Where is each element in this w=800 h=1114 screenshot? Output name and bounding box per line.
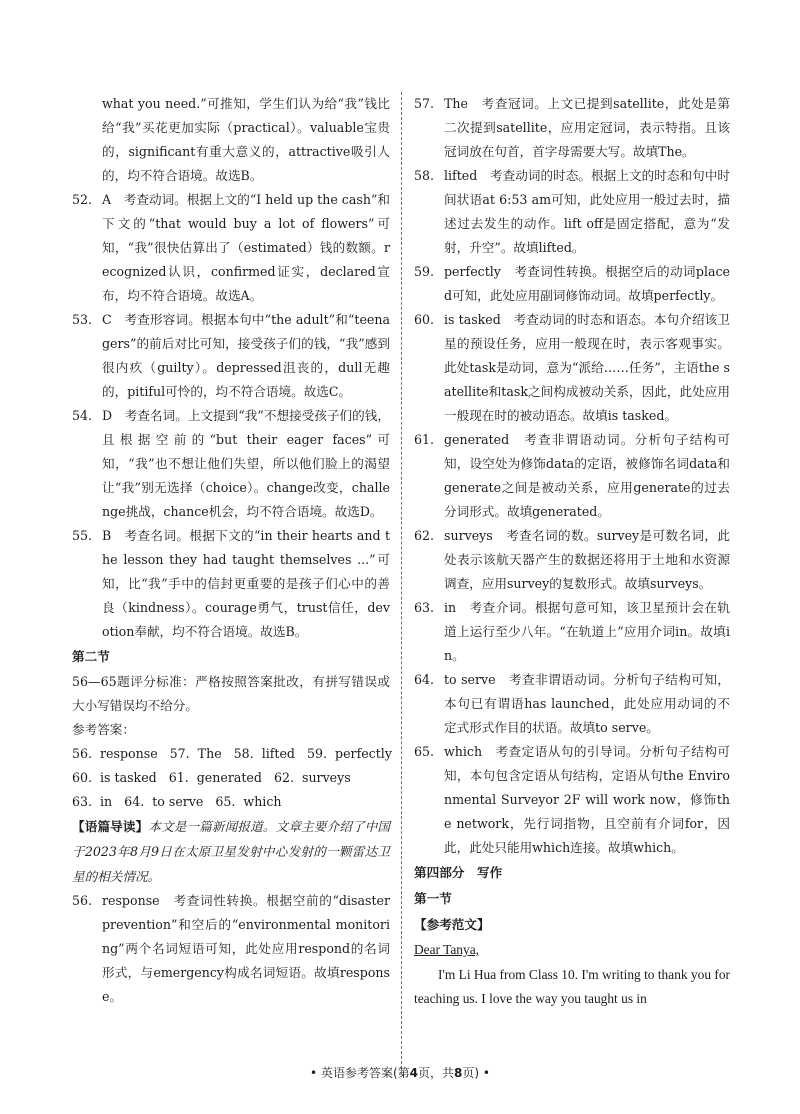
footer-total-pages: 8: [454, 1066, 463, 1080]
answer-item-54: [72, 404, 390, 524]
item-number: 65.: [414, 744, 435, 759]
letter-body: I'm Li Hua from Class 10. I'm writing to thank you for teaching us. I love the way you taught us in: [414, 966, 730, 1006]
column-divider: [401, 92, 402, 1074]
passage-guide-text: 本文是一篇新闻报道。文章主要介绍了中国于2023年8月9日在太原卫星发射中心发射的一颗雷达卫星的相关情况。: [72, 819, 391, 884]
item-explanation: The 考查冠词。上文已提到satellite，此处是第二次提到satellite，应用定冠词，表示特指。且该冠词放在句首，首字母需要大写。故填The。: [444, 96, 730, 159]
answer-item-58: [414, 164, 730, 260]
footer-prefix: • 英语参考答案(第: [310, 1066, 410, 1080]
item-number: 61.: [414, 432, 435, 447]
answer-item-60: [414, 308, 730, 428]
answer-item-63: [414, 596, 730, 668]
item-explanation: D 考查名词。上文提到“我”不想接受孩子们的钱，且根据空前的“but their eager faces”可知，“我”也不想让他们失望，所以他们脸上的渴望让“我”别无选择（choice）。change改变，challenge挑战，chance机会，均不符合语境。故选D。: [102, 408, 390, 519]
item-explanation: C 考查形容词。根据本句中“the adult”和“teenagers”的前后对比可知，接受孩子们的钱，“我”感到很内疚（guilty）。depressed沮丧的，dull无趣的，pitiful可怜的，均不符合语境。故选C。: [102, 312, 390, 399]
answer-item-59: [414, 260, 730, 308]
sample-essay-tag: 【参考范文】: [414, 917, 490, 932]
item-number: 60.: [414, 312, 435, 327]
item-explanation: B 考查名词。根据下文的“in their hearts and the lesson they had taught themselves ...”可知，比“我”手中的信封更重要的是孩子们心中的善良（kindness）。courage勇气，trust信任，devotion奉献，均不符合语境。故选B。: [102, 528, 390, 639]
item-explanation: lifted 考查动词的时态。根据上文的时态和句中时间状语at 6:53 am可知，此处应用一般过去时，描述过去发生的动作。lift off是固定搭配，意为“发射，升空”。故填lifted。: [444, 168, 730, 255]
scoring-rule: 56—65题评分标准：严格按照答案批改，有拼写错误或大小写错误均不给分。: [72, 674, 390, 713]
item-number: 55.: [72, 528, 93, 543]
reference-answer-label: 参考答案：: [72, 722, 135, 737]
item-number: 58.: [414, 168, 435, 183]
item-number: 54.: [72, 408, 93, 423]
answer-item-61: [414, 428, 730, 524]
passage-guide-tag: 【语篇导读】: [72, 819, 149, 834]
item-explanation: surveys 考查名词的数。survey是可数名词，此处表示该航天器产生的数据还将用于土地和水资源调查，应用survey的复数形式。故填surveys。: [444, 528, 730, 591]
item-number: 63.: [414, 600, 435, 615]
part-4-heading: 第四部分 写作: [414, 865, 503, 880]
answer-item-53: [72, 308, 390, 404]
item-explanation: which 考查定语从句的引导词。分析句子结构可知，本句包含定语从句结构，定语从句the Environmental Surveyor 2F will work now，修饰the network，先行词指物，且空前有介词for，因此，此处只能用which连接。故填which。: [444, 744, 730, 855]
section-1-heading: 第一节: [414, 891, 452, 906]
footer-middle: 页，共: [417, 1066, 454, 1080]
item-number: 52.: [72, 192, 93, 207]
answer-item-65: [414, 740, 730, 860]
item-explanation: response 考查词性转换。根据空前的“disaster prevention”和空后的“environmental monitoring”两个名词短语可知，此处应用respond的名词形式，与emergency构成名词短语。故填response。: [102, 893, 390, 1004]
item-number: 56.: [72, 893, 93, 908]
item-number: 57.: [414, 96, 435, 111]
footer-suffix: 页) •: [462, 1066, 490, 1080]
answer-item-56: [72, 889, 390, 1009]
footer-page-number: 4: [409, 1066, 418, 1080]
answers-line-3: 63. in 64. to serve 65. which: [72, 794, 282, 809]
item-explanation: A 考查动词。根据上文的“I held up the cash”和下文的“that would buy a lot of flowers”可知，“我”很快估算出了（estimated）钱的数额。recognized认识，confirmed证实，declared宣布，均不符合语境。故选A。: [102, 192, 390, 303]
letter-greeting: Dear Tanya,: [414, 942, 479, 957]
item-explanation: is tasked 考查动词的时态和语态。本句介绍该卫星的预设任务，应用一般现在时，表示客观事实。此处task是动词，意为“派给……任务”，主语the satellite和task之间构成被动关系，因此，此处应用一般现在时的被动语态。故填is tasked。: [444, 312, 730, 423]
item-number: 53.: [72, 312, 93, 327]
page-footer: [0, 1064, 800, 1081]
answer-item-55: [72, 524, 390, 644]
passage-guide: [72, 814, 390, 889]
answers-line-1: 56. response 57. The 58. lifted 59. perfectly: [72, 746, 392, 761]
answer-item-62: [414, 524, 730, 596]
item-explanation: perfectly 考查词性转换。根据空后的动词placed可知，此处应用副词修饰动词。故填perfectly。: [444, 264, 730, 303]
answer-item-64: [414, 668, 730, 740]
left-column: [72, 92, 390, 1009]
item-explanation: generated 考查非谓语动词。分析句子结构可知，设空处为修饰data的定语，被修饰名词data和generate之间是被动关系，应用generate的过去分词形式。故填generated。: [444, 432, 730, 519]
answers-line-2: 60. is tasked 61. generated 62. surveys: [72, 770, 351, 785]
item-51-continuation: what you need.”可推知，学生们认为给“我”钱比给“我”买花更加实际（practical）。valuable宝贵的，significant有重大意义的，attractive吸引人的，均不符合语境。故选B。: [102, 96, 390, 183]
item-number: 59.: [414, 264, 435, 279]
item-number: 64.: [414, 672, 435, 687]
item-number: 62.: [414, 528, 435, 543]
item-explanation: to serve 考查非谓语动词。分析句子结构可知，本句已有谓语has launched，此处应用动词的不定式形式作目的状语。故填to serve。: [444, 672, 730, 735]
section-2-heading: 第二节: [72, 649, 110, 664]
item-explanation: in 考查介词。根据句意可知，该卫星预计会在轨道上运行至少八年。“在轨道上”应用介词in。故填in。: [444, 600, 730, 663]
answer-item-52: [72, 188, 390, 308]
right-column: [414, 92, 730, 1012]
answer-item-57: [414, 92, 730, 164]
